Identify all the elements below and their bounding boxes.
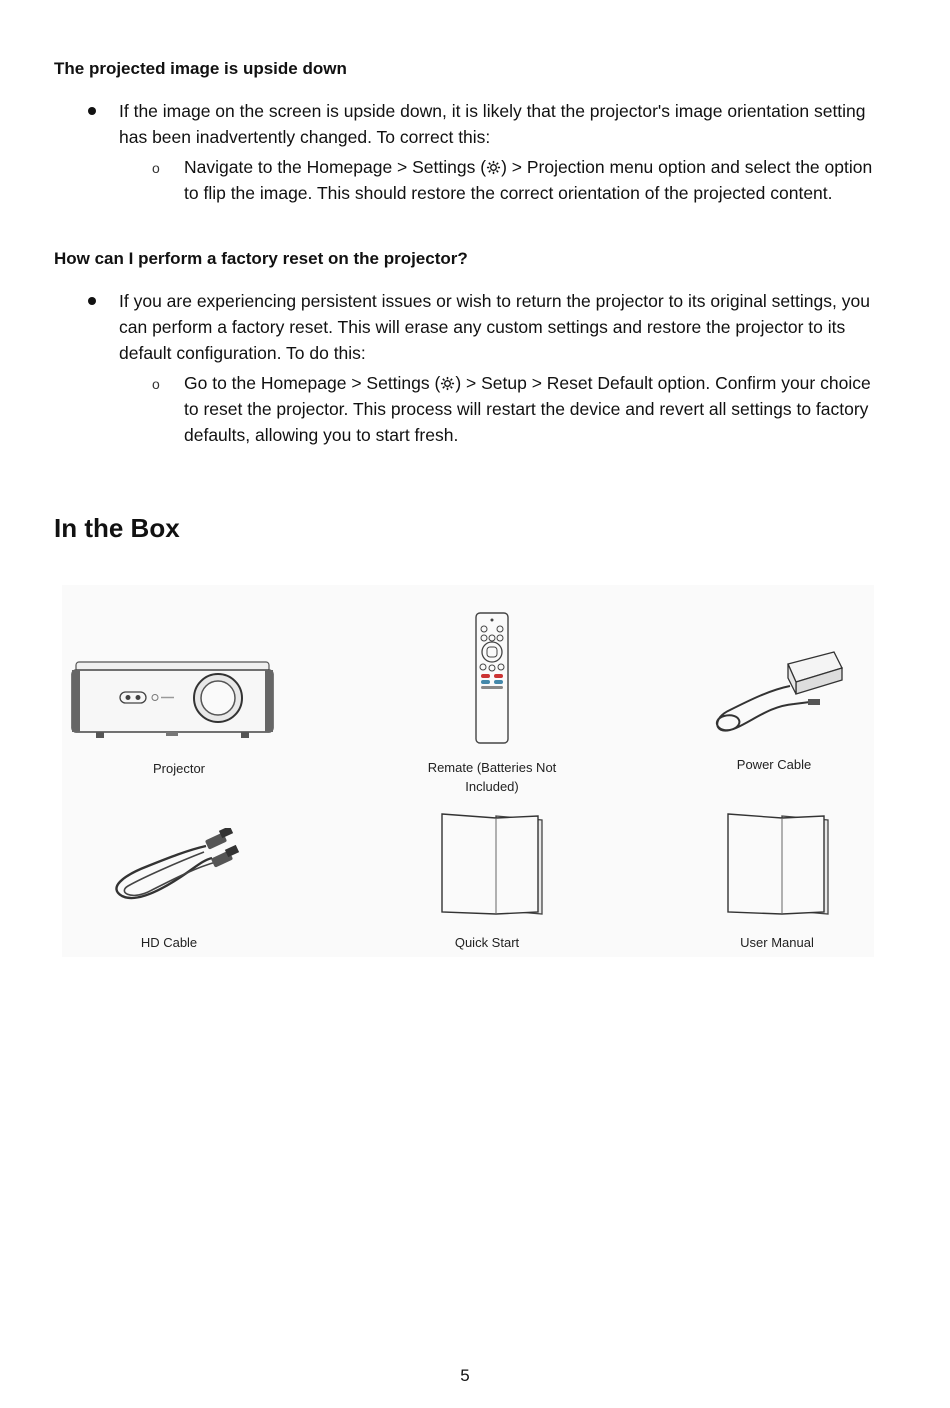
sub-text-before: Navigate to the Homepage > Settings ( bbox=[184, 157, 487, 177]
bullet-text: If you are experiencing persistent issues or wish to return the projector to its original settings, you can perform a factory reset. This will erase any custom settings and restore the projector to its default configuration. To do this: bbox=[119, 291, 870, 363]
bullet-dot bbox=[88, 107, 96, 115]
remote-control-icon bbox=[474, 611, 510, 745]
sub-text-after: ) > Projection menu option and select the option to flip the image. This should restore the correct orientation of the projected content. bbox=[184, 157, 873, 203]
settings-gear-icon bbox=[440, 376, 455, 391]
sub-bullet-marker: o bbox=[152, 376, 160, 392]
box-item-label: Power Cable bbox=[736, 757, 812, 772]
sub-bullet-text bbox=[184, 370, 874, 448]
sub-text-after: ) > Setup > Reset Default option. Confirm your choice to reset the projector. This process will restart the device and revert all settings to factory defaults, allowing you to start fresh. bbox=[184, 373, 871, 445]
booklet-icon bbox=[724, 812, 832, 916]
in-the-box-title: In the Box bbox=[54, 513, 180, 543]
box-item-label: HD Cable bbox=[140, 935, 198, 950]
faq-heading-upside-down: The projected image is upside down bbox=[54, 59, 347, 78]
sub-bullet-text bbox=[184, 154, 874, 206]
hdmi-cable-icon bbox=[108, 828, 243, 903]
box-item-label: Projector bbox=[152, 761, 206, 776]
faq-heading-factory-reset: How can I perform a factory reset on the projector? bbox=[54, 249, 468, 268]
sub-text-before: Go to the Homepage > Settings ( bbox=[184, 373, 441, 393]
page-number: 5 bbox=[460, 1366, 470, 1385]
bullet-text: If the image on the screen is upside down, it is likely that the projector's image orientation setting has been inadvertently changed. To correct this: bbox=[119, 101, 866, 147]
power-adapter-icon bbox=[710, 650, 845, 736]
box-item-label: Remate (Batteries Not Included) bbox=[427, 760, 557, 794]
box-item-label: User Manual bbox=[740, 935, 814, 950]
booklet-icon bbox=[438, 812, 546, 916]
projector-icon bbox=[70, 660, 275, 742]
settings-gear-icon bbox=[486, 160, 501, 175]
bullet-dot bbox=[88, 297, 96, 305]
box-item-label: Quick Start bbox=[454, 935, 520, 950]
sub-bullet-marker: o bbox=[152, 160, 160, 176]
